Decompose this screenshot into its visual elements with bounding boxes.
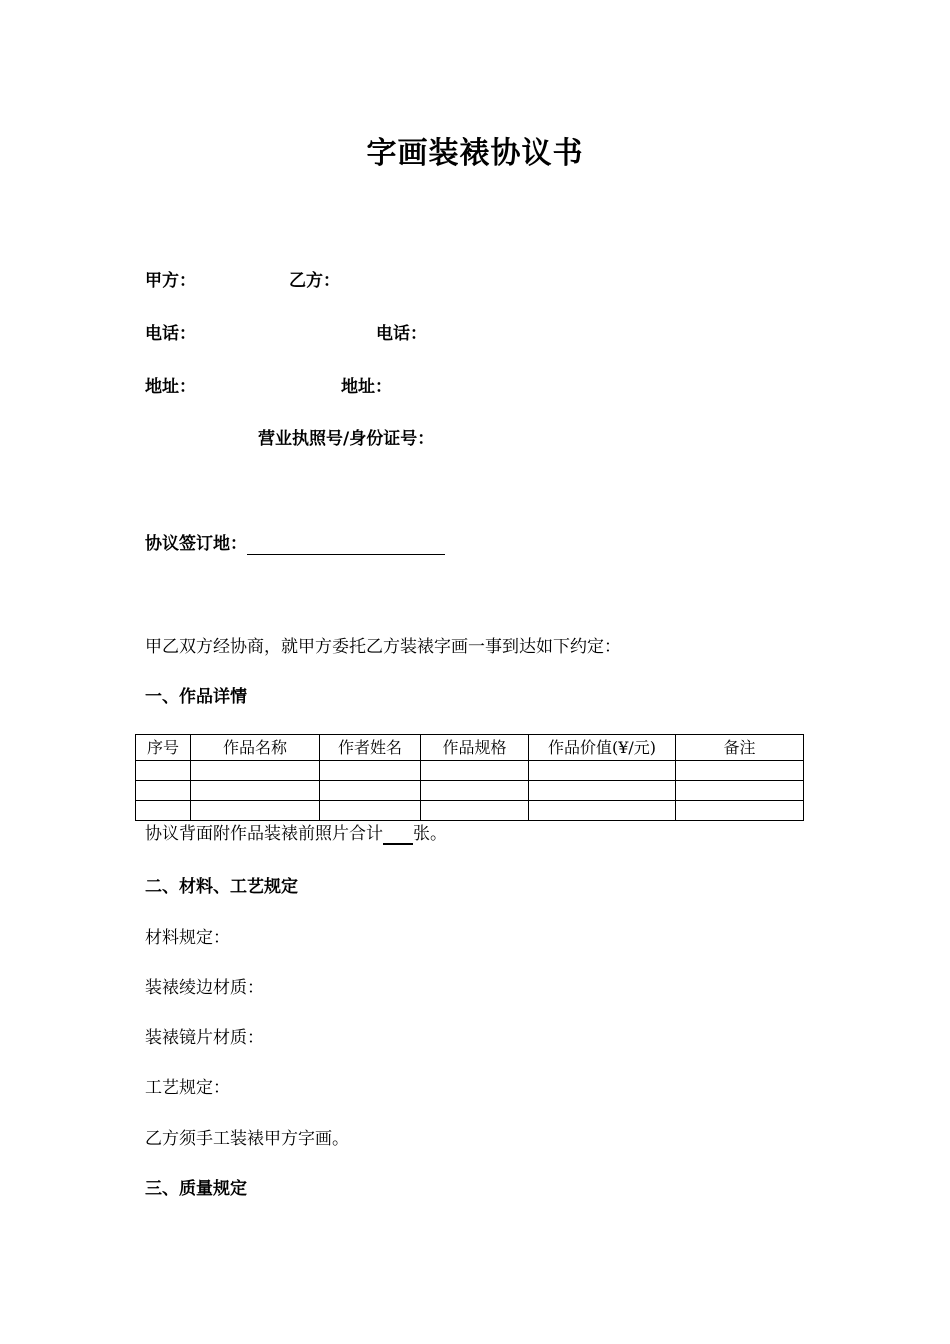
- table-cell[interactable]: [529, 781, 676, 801]
- table-row: [136, 801, 804, 821]
- party-a-label: 甲方：: [145, 271, 196, 291]
- table-cell[interactable]: [676, 801, 804, 821]
- table-cell[interactable]: [191, 761, 320, 781]
- table-cell[interactable]: [421, 801, 529, 821]
- phone-a-label: 电话：: [145, 324, 196, 344]
- table-cell[interactable]: [136, 781, 191, 801]
- table-cell[interactable]: [191, 781, 320, 801]
- address-b-label: 地址：: [341, 377, 392, 397]
- address-a-label: 地址：: [145, 377, 196, 397]
- table-cell[interactable]: [421, 781, 529, 801]
- sign-place-blank[interactable]: [247, 534, 445, 555]
- col-header-work-name: 作品名称: [191, 735, 320, 761]
- table-cell[interactable]: [136, 801, 191, 821]
- sign-place-label: 协议签订地：: [145, 534, 247, 554]
- col-header-size: 作品规格: [421, 735, 529, 761]
- document-title: 字画装裱协议书: [366, 136, 584, 171]
- col-header-remark: 备注: [676, 735, 804, 761]
- works-table: [135, 734, 804, 821]
- table-cell[interactable]: [191, 801, 320, 821]
- photo-note-prefix: 协议背面附作品装裱前照片合计: [145, 824, 383, 844]
- photo-note: [145, 823, 447, 845]
- photo-note-suffix: 张。: [413, 824, 447, 844]
- edge-material-label: 装裱绫边材质：: [145, 978, 264, 998]
- intro-paragraph: 甲乙双方经协商，就甲方委托乙方装裱字画一事到达如下约定：: [145, 637, 621, 657]
- table-cell[interactable]: [676, 761, 804, 781]
- table-cell[interactable]: [136, 761, 191, 781]
- license-id-label: 营业执照号/身份证号：: [258, 429, 435, 449]
- table-cell[interactable]: [421, 761, 529, 781]
- col-header-value: 作品价值(¥/元): [529, 735, 676, 761]
- material-label: 材料规定：: [145, 928, 230, 948]
- col-header-index: 序号: [136, 735, 191, 761]
- section-2-title: 二、材料、工艺规定: [145, 877, 298, 897]
- table-cell[interactable]: [320, 761, 421, 781]
- table-row: [136, 761, 804, 781]
- craft-text: 乙方须手工装裱甲方字画。: [145, 1129, 349, 1149]
- table-row: [136, 781, 804, 801]
- sign-place-row: [145, 533, 445, 555]
- table-header-row: [136, 735, 804, 761]
- col-header-author: 作者姓名: [320, 735, 421, 761]
- party-b-label: 乙方：: [289, 271, 340, 291]
- phone-b-label: 电话：: [376, 324, 427, 344]
- glass-material-label: 装裱镜片材质：: [145, 1028, 264, 1048]
- craft-label: 工艺规定：: [145, 1078, 230, 1098]
- table-cell[interactable]: [320, 781, 421, 801]
- photo-count-blank[interactable]: [383, 824, 413, 845]
- table-cell[interactable]: [529, 761, 676, 781]
- table-cell[interactable]: [320, 801, 421, 821]
- table-cell[interactable]: [676, 781, 804, 801]
- section-1-title: 一、作品详情: [145, 687, 247, 707]
- table-cell[interactable]: [529, 801, 676, 821]
- section-3-title: 三、质量规定: [145, 1179, 247, 1199]
